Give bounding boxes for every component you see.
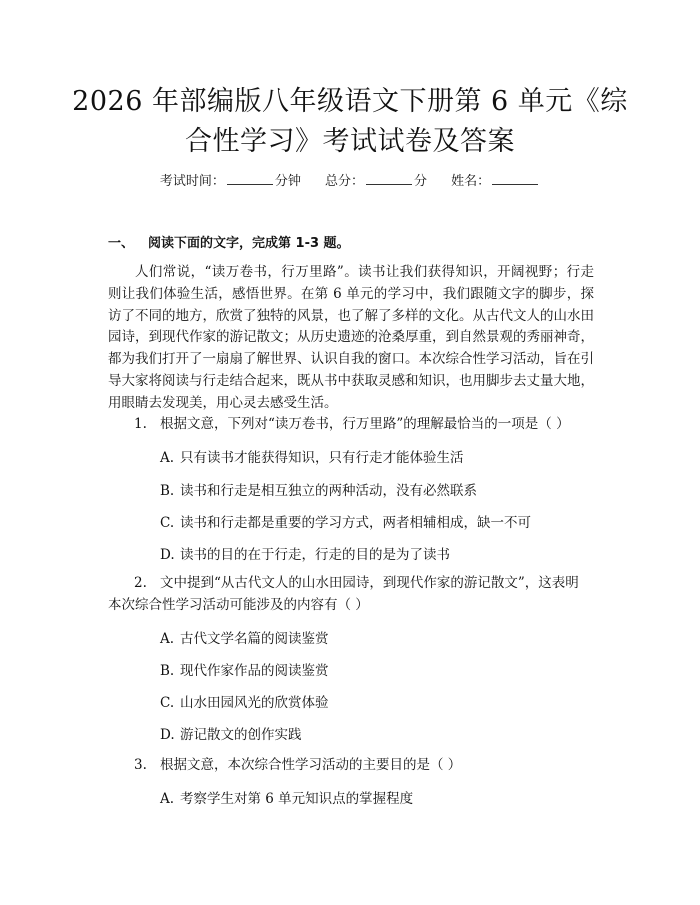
question-number: 2. xyxy=(134,575,147,591)
option-label: D. xyxy=(160,547,175,563)
section-instruction: 阅读下面的文字，完成第 1-3 题。 xyxy=(148,236,350,251)
question-2-option-a xyxy=(160,627,329,647)
exam-time-unit: 分钟 xyxy=(274,174,301,189)
option-text: 游记散文的创作实践 xyxy=(180,727,302,743)
option-label: A. xyxy=(160,631,175,647)
question-3-option-a xyxy=(160,787,413,807)
option-text: 只有读书才能获得知识，只有行走才能体验生活 xyxy=(180,450,464,466)
exam-time-field xyxy=(160,174,301,189)
student-name-label: 姓名： xyxy=(451,174,491,189)
exam-time-label: 考试时间： xyxy=(159,174,225,189)
option-label: B. xyxy=(160,663,175,679)
question-1-option-a xyxy=(160,446,464,466)
question-number: 1. xyxy=(134,416,147,432)
option-text: 古代文学名篇的阅读鉴赏 xyxy=(180,631,329,647)
reading-passage: 人们常说，“读万卷书，行万里路”。读书让我们获得知识，开阔视野；行走则让我们体验生活，感悟世界。在第 6 单元的学习中，我们跟随文字的脚步，探访了不同的地方，欣赏了独特的风景，也了解了多样的文化。从古代文人的山水田园诗，到现代作家的游记散文；从历史遗迹的沧桑厚重，到自然景观的秀丽神奇，都为我们打开了一扇扇了解世界、认识自我的窗口。本次综合性学习活动，旨在引导大家将阅读与行走结合起来，既从书中获取灵感和知识，也用脚步去丈量大地，用眼睛去发现美，用心灵去感受生活。 xyxy=(108,264,594,411)
question-stem-line-1 xyxy=(108,573,598,595)
option-label: C. xyxy=(160,515,175,531)
title-line-2: 合性学习》考试试卷及答案 xyxy=(185,126,515,157)
option-text: 读书和行走都是重要的学习方式，两者相辅相成，缺一不可 xyxy=(180,515,531,531)
question-stem-line-2: 本次综合性学习活动可能涉及的内容有（ ） xyxy=(108,596,369,613)
option-text: 考察学生对第 6 单元知识点的掌握程度 xyxy=(180,791,414,807)
option-label: A. xyxy=(160,791,175,807)
question-stem-text: 文中提到“从古代文人的山水田园诗，到现代作家的游记散文”，这表明 xyxy=(160,575,579,591)
question-1 xyxy=(134,414,570,436)
question-number: 3. xyxy=(134,757,147,773)
total-score-blank xyxy=(366,172,412,185)
question-2-option-c xyxy=(160,691,329,711)
option-label: A. xyxy=(160,450,175,466)
question-stem: 根据文意，本次综合性学习活动的主要目的是（ ） xyxy=(160,757,462,773)
question-2 xyxy=(108,573,598,617)
total-score-label: 总分： xyxy=(324,174,364,189)
question-stem: 根据文意，下列对“读万卷书，行万里路”的理解最恰当的一项是（ ） xyxy=(160,416,570,432)
option-text: 山水田园风光的欣赏体验 xyxy=(180,695,329,711)
question-1-option-d xyxy=(160,543,450,563)
question-1-option-c xyxy=(160,511,531,531)
student-name-field xyxy=(451,174,540,189)
question-3 xyxy=(134,755,461,777)
title-line-1: 2026 年部编版八年级语文下册第 6 单元《综 xyxy=(72,86,628,117)
question-2-option-b xyxy=(160,659,329,679)
student-name-blank xyxy=(492,172,538,185)
option-label: D. xyxy=(160,727,175,743)
option-text: 读书和行走是相互独立的两种活动，没有必然联系 xyxy=(180,483,477,499)
question-1-option-b xyxy=(160,479,477,499)
option-label: C. xyxy=(160,695,175,711)
total-score-unit: 分 xyxy=(414,174,428,189)
option-text: 读书的目的在于行走，行走的目的是为了读书 xyxy=(180,547,450,563)
section-heading xyxy=(108,232,350,251)
option-text: 现代作家作品的阅读鉴赏 xyxy=(180,663,329,679)
exam-time-blank xyxy=(227,172,273,185)
total-score-field xyxy=(325,174,427,189)
question-2-option-d xyxy=(160,723,302,743)
exam-info-row xyxy=(0,170,700,189)
document-title xyxy=(60,82,640,162)
section-number: 一、 xyxy=(108,236,135,251)
option-label: B. xyxy=(160,483,175,499)
